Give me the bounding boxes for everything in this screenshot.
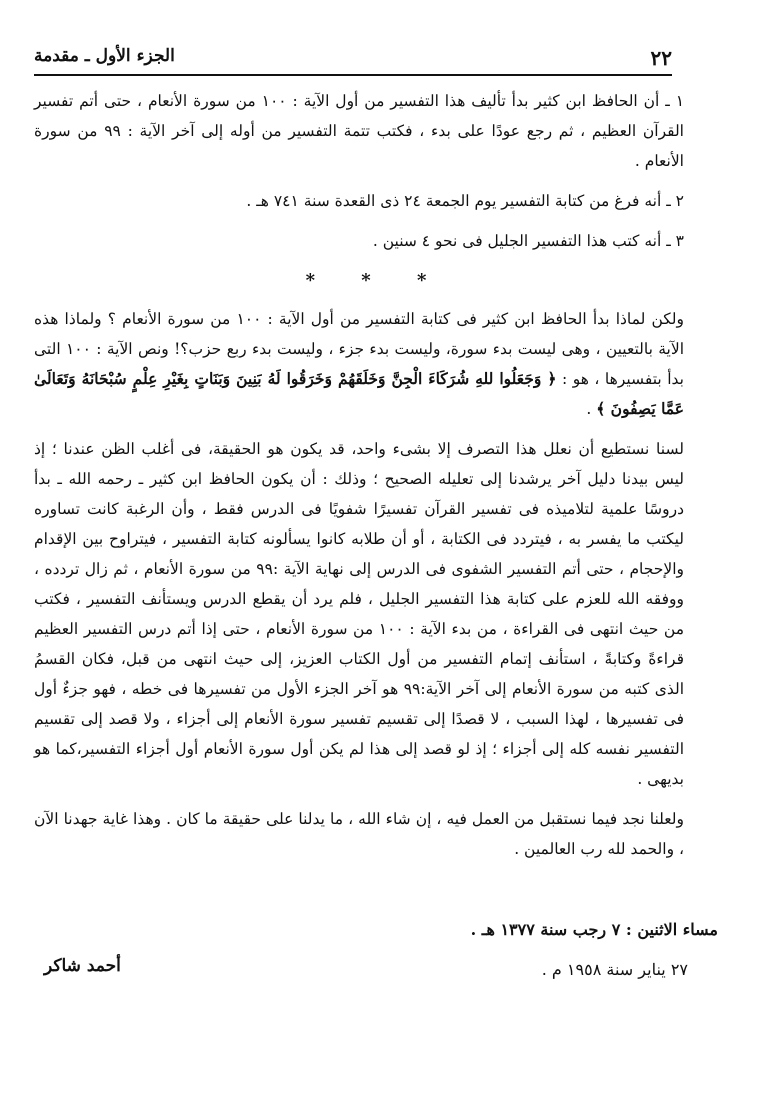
author-name: أحمد شاكر: [44, 956, 121, 976]
signature-date-gregorian: ٢٧ يناير سنة ١٩٥٨ م .: [541, 960, 688, 979]
list-item-2: ٢ ـ أنه فرغ من كتابة التفسير يوم الجمعة ٢٤ ذى القعدة سنة ٧٤١ هـ .: [246, 192, 684, 210]
paragraph-closing: ولعلنا نجد فيما نستقبل من العمل فيه ، إن شاء الله ، ما يدلنا على حقيقة ما كان . وهذا غاية جهدنا الآن ، والحمد لله رب العالمين .: [34, 810, 684, 858]
paragraph-question: [34, 304, 718, 424]
section-separator: * * *: [305, 270, 447, 291]
page-number: ٢٢: [650, 46, 672, 70]
signature-block: [34, 920, 718, 1000]
running-header: [34, 44, 672, 76]
signature-date-hijri: مساء الاثنين : ٧ رجب سنة ١٣٧٧ هـ .: [470, 920, 718, 939]
paragraph-question-text: ولكن لماذا بدأ الحافظ ابن كثير فى كتابة التفسير من أول الآية : ١٠٠ من سورة الأنعام ؟ ولماذا هذه الآية بالتعيين ، وهى ليست بدء سورة، وليست بدء جزء ، وليست بدء ربع حزب؟! ونص الآية : ١٠٠ التى بدأ بتفسيرها ، هو :: [34, 310, 685, 388]
list-item-1: ١ ـ أن الحافظ ابن كثير بدأ تأليف هذا التفسير من أول الآية : ١٠٠ من سورة الأنعام ، حتى أتم تفسير القرآن العظيم ، ثم رجع عودًا على بدء ، فكتب تتمة التفسير من أوله إلى آخر الآية : ٩٩ من سورة الأنعام .: [34, 92, 685, 170]
paragraph-question-end: .: [586, 400, 597, 418]
paragraph-explanation: لسنا نستطيع أن نعلل هذا التصرف إلا بشىء واحد، قد يكون هو الحقيقة، فى أغلب الظن عندنا ؛ إذ ليس بيدنا دليل آخر يرشدنا إلى تعليله الصحيح ؛ وذلك : أن يكون الحافظ ابن كثير ـ رحمه الله ـ بدأ دروسًا علمية لتلاميذه فى تفسير القرآن تفسيرًا شفويًا فى الدرس فقط ، وأن الرغبة كانت تساوره ليكتب ما يفسر به ، فيتردد فى الكتابة ، أو أن طلابه كانوا يسألونه كتابة التفسير ، فيتراوح بين الإقدام والإحجام ، حتى أتم التفسير الشفوى فى الدرس إلى نهاية الآية :٩٩ من سورة الأنعام ، ثم زال تردده ، ووفقه الله للعزم على كتابة هذا التفسير الجليل ، فلم يرد أن يقطع الدرس ويستأنف التفسير ، فكتب من حيث انتهى فى القراءة ، من بدء الآية : ١٠٠ من سورة الأنعام ، حتى إذا أتم درس التفسير العظيم قراءةً وكتابةً ، استأنف إتمام التفسير من أول الكتاب العزيز، إلى حيث انتهى من قبل، فكان القسمُ الذى كتبه من سورة الأنعام إلى آخر الآية:٩٩ هو آخر الجزء الأول من تفسيرها فى خطه ، فهو جزءٌ أول فى تفسيرها ، لهذا السبب ، لا قصدًا إلى تقسيم تفسير سورة الأنعام إلى أجزاء ، ولا قصد إلى تقسيم التفسير نفسه كله إلى أجزاء ؛ إذ لو قصد إلى هذا لم يكن أول سورة الأنعام أول أجزاء التفسير،كما هو بديهى .: [34, 440, 685, 788]
body-text: [34, 86, 718, 874]
list-item-3: ٣ ـ أنه كتب هذا التفسير الجليل فى نحو ٤ سنين .: [372, 232, 684, 250]
header-title: الجزء الأول ـ مقدمة: [34, 46, 175, 66]
quran-verse: ﴿ وَجَعَلُوا للهِ شُرَكَاءَ الْجِنَّ وَخَلَقَهُمْ وَخَرَقُوا لَهُ بَنِينَ وَبَنَاتٍ بِغَيْرِ عِلْمٍ سُبْحَانَهُ وَتَعَالَىٰ عَمَّا يَصِفُونَ ﴾: [34, 369, 684, 418]
